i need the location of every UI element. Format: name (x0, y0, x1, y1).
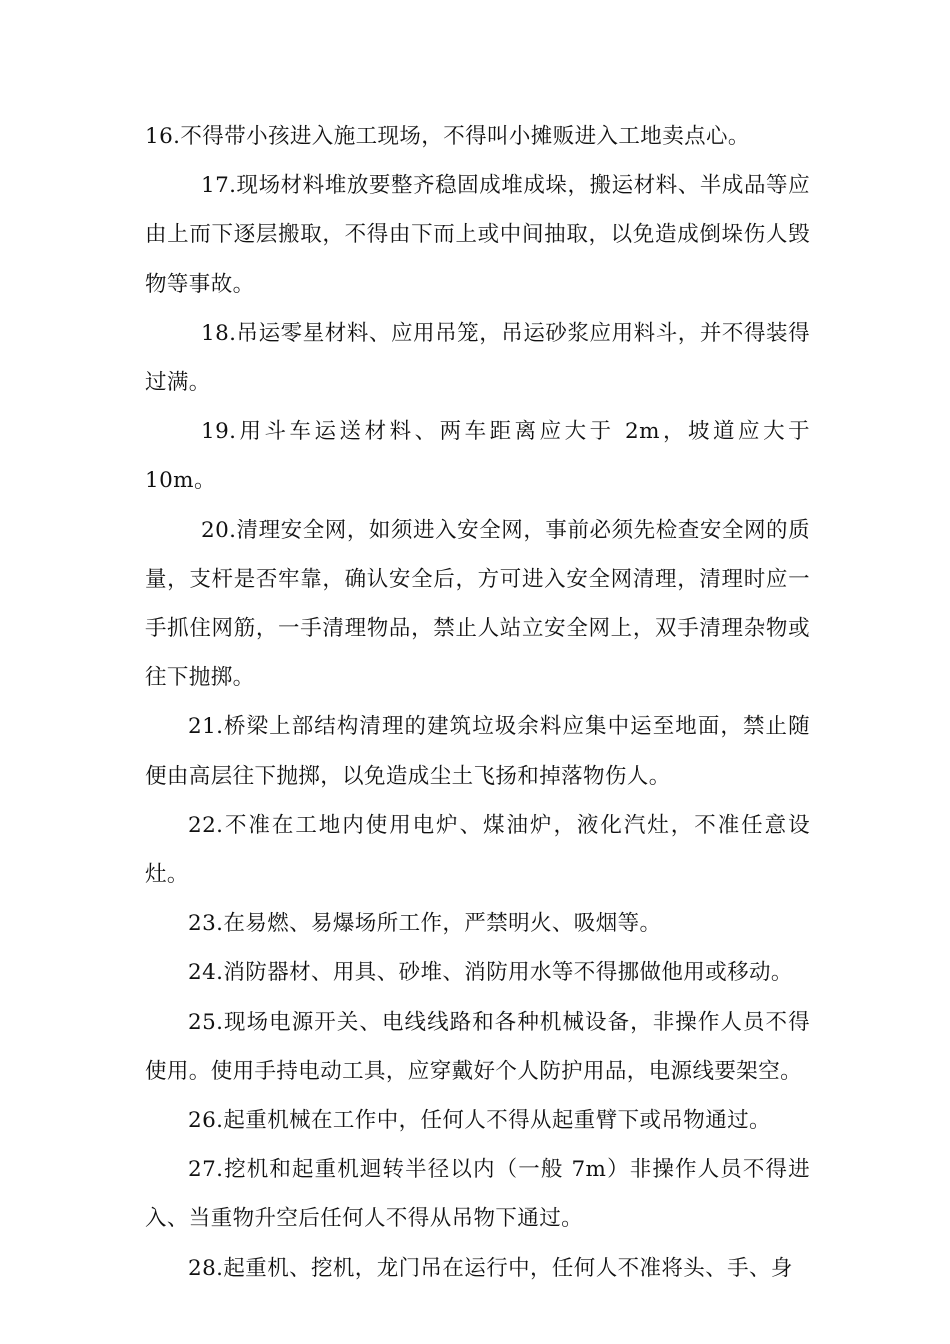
paragraph-16: 16.不得带小孩进入施工现场，不得叫小摊贩进入工地卖点心。 (145, 124, 750, 149)
paragraph-24: 24.消防器材、用具、砂堆、消防用水等不得挪做他用或移动。 (188, 960, 793, 986)
paragraph-27: 27.挖机和起重机迴转半径以内（一般 7m）非操作人员不得进入、当重物升空后任何人不得从吊物下通过。 (145, 1157, 810, 1232)
paragraph-17: 17.现场材料堆放要整齐稳固成堆成垛，搬运材料、半成品等应由上而下逐层搬取，不得由下而上或中间抽取，以免造成倒垛伤人毁物等事故。 (145, 173, 810, 297)
paragraph-25: 25.现场电源开关、电线线路和各种机械设备，非操作人员不得使用。使用手持电动工具，应穿戴好个人防护用品，电源线要架空。 (145, 1009, 810, 1084)
paragraph-19: 19.用斗车运送材料、两车距离应大于 2m，坡道应大于 10m。 (145, 419, 810, 494)
paragraph-22: 22.不准在工地内使用电炉、煤油炉，液化汽灶，不准任意设灶。 (145, 812, 810, 888)
paragraph-28: 28.起重机、挖机，龙门吊在运行中，任何人不准将头、手、身 (188, 1255, 793, 1281)
paragraph-18: 18.吊运零星材料、应用吊笼，吊运砂浆应用料斗，并不得装得过满。 (145, 320, 810, 396)
paragraph-20: 20.清理安全网，如须进入安全网，事前必须先检查安全网的质量，支杆是否牢靠，确认安全后，方可进入安全网清理，清理时应一手抓住网筋，一手清理物品，禁止人站立安全网上，双手清理杂物或往下抛掷。 (145, 517, 810, 691)
paragraph-21: 21.桥梁上部结构清理的建筑垃圾余料应集中运至地面，禁止随便由高层往下抛掷，以免造成尘土飞扬和掉落物伤人。 (145, 714, 810, 789)
paragraph-26: 26.起重机械在工作中，任何人不得从起重臂下或吊物通过。 (188, 1108, 771, 1134)
paragraph-23: 23.在易燃、易爆场所工作，严禁明火、吸烟等。 (188, 911, 662, 937)
document-body (145, 112, 810, 1293)
